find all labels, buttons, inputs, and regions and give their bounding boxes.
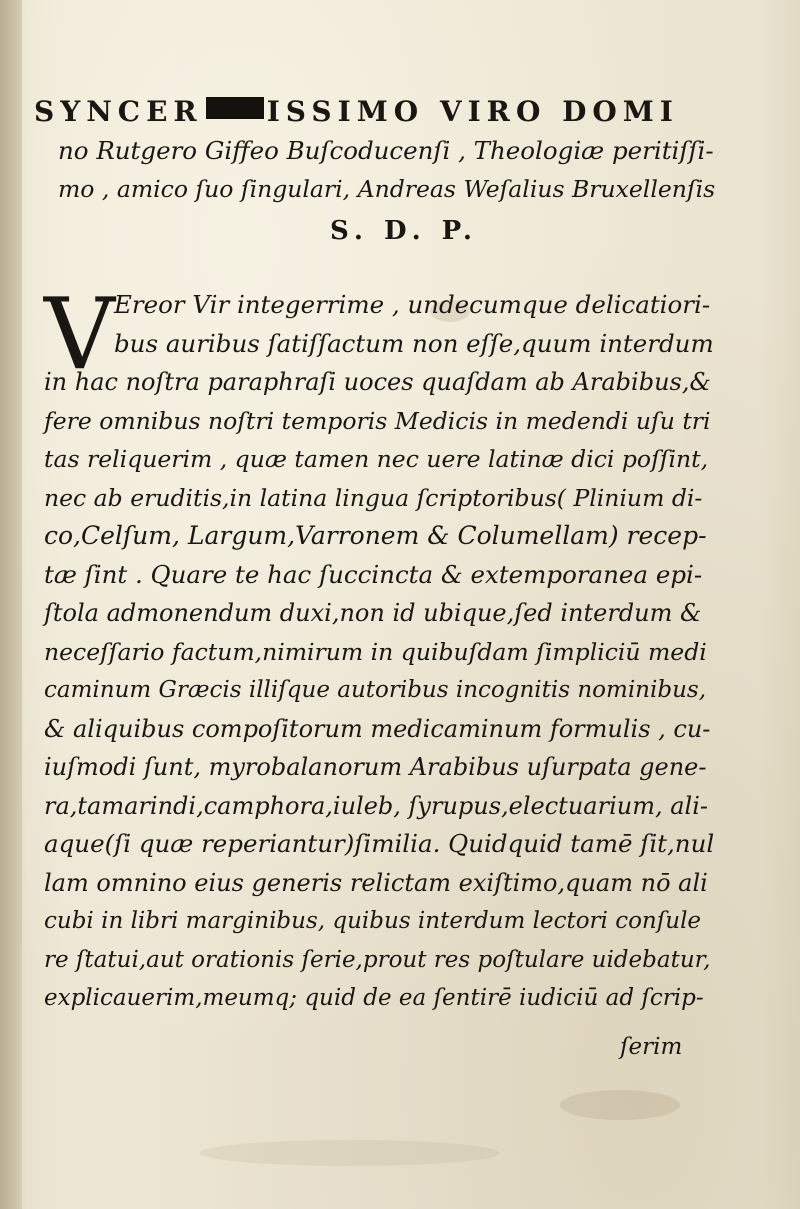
text-line: tas reliquerim , quæ tamen nec uere latinæ dici poſſint,: [44, 445, 709, 473]
heading-line: mo , amico ſuo ſingulari, Andreas Weſalius Bruxellenſis: [58, 175, 716, 203]
letter-body: [44, 278, 715, 1018]
page-gutter: [0, 0, 22, 1209]
text-line: co,Celſum, Largum,Varronem & Columellam) recep-: [44, 521, 707, 550]
text-line: nec ab eruditis,in latina lingua ſcriptoribus( Plinium di-: [44, 483, 703, 512]
heading-caps-part: SYNCER: [34, 95, 203, 128]
text-line: explicauerim,meumq; quid de ea ſentirē iudiciū ad ſcrip-: [44, 985, 704, 1011]
heading-capitals: [34, 92, 724, 132]
text-line: ra,tamarindi,camphora,iuleb, ſyrupus,electuarium, ali-: [44, 791, 708, 820]
ink-blot: [206, 97, 264, 119]
heading-line: no Rutgero Giffeo Buſcoducenſi , Theologiæ peritiſſi-: [58, 136, 714, 165]
heading-caps-part: ISSIMO VIRO DOMI: [266, 95, 679, 128]
paper-stain: [200, 1140, 500, 1166]
text-line: bus auribus ſatiſſactum non eſſe,quum interdum: [114, 328, 714, 358]
text-line: lam omnino eius generis relictam exiſtimo,quam nō ali: [44, 868, 708, 897]
text-line: iuſmodi ſunt, myrobalanorum Arabibus uſurpata gene-: [44, 753, 707, 781]
text-line: fere omnibus noſtri temporis Medicis in medendi uſu tri: [44, 406, 711, 435]
catchword: ſerim: [620, 1034, 683, 1060]
text-line: Ereor Vir integerrime , undecumque delicatiori-: [114, 290, 711, 319]
text-line: ſtola admonendum duxi,non id ubique,ſed interdum &: [44, 599, 702, 627]
text-line: re ſtatui,aut orationis ſerie,prout res poſtulare uidebatur,: [44, 946, 711, 973]
text-line: & aliquibus compoſitorum medicaminum formulis , cu-: [44, 714, 711, 743]
text-line: aque(ſi quæ reperiantur)ſimilia. Quidquid tamē ſit,nul: [44, 829, 715, 858]
text-line: caminum Græcis illiſque autoribus incognitis nominibus,: [44, 677, 707, 703]
paper-stain: [560, 1090, 680, 1120]
text-line: neceſſario factum,nimirum in quibuſdam ſimpliciū medi: [44, 637, 707, 666]
text-line: cubi in libri marginibus, quibus interdum lectori conſule: [44, 908, 702, 934]
salutation-signoff: S. D. P.: [330, 216, 478, 246]
dedication-heading: [34, 92, 724, 252]
text-line: in hac noſtra paraphraſi uoces quaſdam ab Arabibus,&: [44, 368, 711, 396]
drop-capital: V: [44, 278, 115, 392]
text-line: tæ ſint . Quare te hac ſuccincta & extemporanea epi-: [44, 559, 703, 589]
